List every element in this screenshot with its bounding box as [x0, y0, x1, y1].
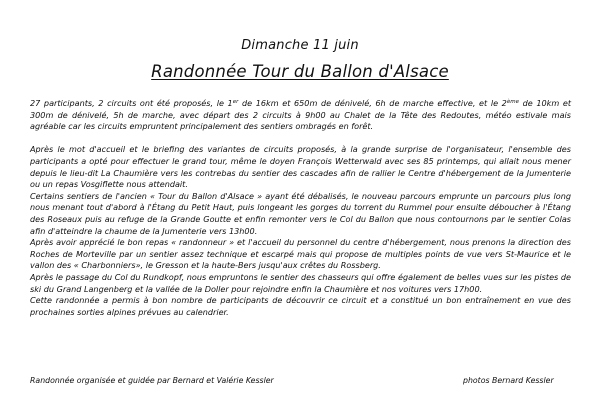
intro-text-b: de 16km et 650m de dénivelé, 6h de marche effective, et le 2: [238, 98, 507, 108]
paragraph-afternoon: Après avoir apprécié le bon repas « randonneur » et l'accueil du personnel du centre d'hébergement, nous prenons la direction des Roches de Morteville par un sentier assez technique et escarpé mais qui propose de multiples points de vue vers St-Maurice et le vallon des « Charbonniers», le Gresson et la haute-Bers jusqu'aux crêtes du Rossberg.: [30, 237, 571, 271]
document-body: [30, 98, 571, 318]
intro-text-a: 27 participants, 2 circuits ont été proposés, le 1: [30, 98, 233, 108]
paragraph-return: Après le passage du Col du Rundkopf, nous empruntons le sentier des chasseurs qui offre également de belles vues sur les pistes de ski du Grand Langenberg et la vallée de la Doller pour rejoindre enfin la Chaumière et nos voitures vers 17h00.: [30, 271, 571, 294]
paragraph-conclusion: Cette randonnée a permis à bon nombre de participants de découvrir ce circuit et a constitué un bon entraînement en vue des prochaines sorties alpines prévues au calendrier.: [30, 295, 571, 317]
photo-credit: photos Bernard Kessler: [463, 376, 554, 385]
event-date: Dimanche 11 juin: [241, 38, 359, 53]
paragraph-intro: [30, 98, 571, 133]
intro-text-c: de 10km et 300m de dénivelé, 5h de marche, avec départ des 2 circuits à 9h00 au Chalet de la Tête des Redoutes, météo estivale mais agréable car les circuits empruntent principalement des sentiers ombragés en forêt.: [30, 98, 572, 132]
organizer-credit: Randonnée organisée et guidée par Bernard et Valérie Kessler: [30, 376, 274, 385]
document-title: Randonnée Tour du Ballon d'Alsace: [151, 62, 449, 81]
superscript-er: er: [232, 99, 239, 105]
paragraph-morning: Après le mot d'accueil et le briefing des variantes de circuits proposés, à la grande surprise de l'organisateur, l'ensemble des participants a opté pour effectuer le grand tour, même le doyen François Wetterwald avec ses 85 printemps, qui allait nous mener depuis le lieu-dit La Chaumière vers les contrebas du sentier des cascades afin de rallier le Centre d'hébergement de la Jumenterie ou un repas Vosgiflette nous attendait.: [30, 144, 571, 190]
superscript-eme: ème: [506, 99, 519, 105]
paragraph-route: Certains sentiers de l'ancien « Tour du Ballon d'Alsace » ayant été débalisés, le nouveau parcours emprunte un parcours plus long nous menant tout d'abord à l'Étang du Petit Haut, puis longeant les gorges du torrent du Rummel pour ensuite déboucher à l'Étang des Roseaux puis au refuge de la Grande Goutte et enfin remonter vers le Col du Ballon que nous contournons par le sentier Colas afin d'atteindre la chaume de la Jumenterie vers 13h00.: [30, 190, 571, 236]
